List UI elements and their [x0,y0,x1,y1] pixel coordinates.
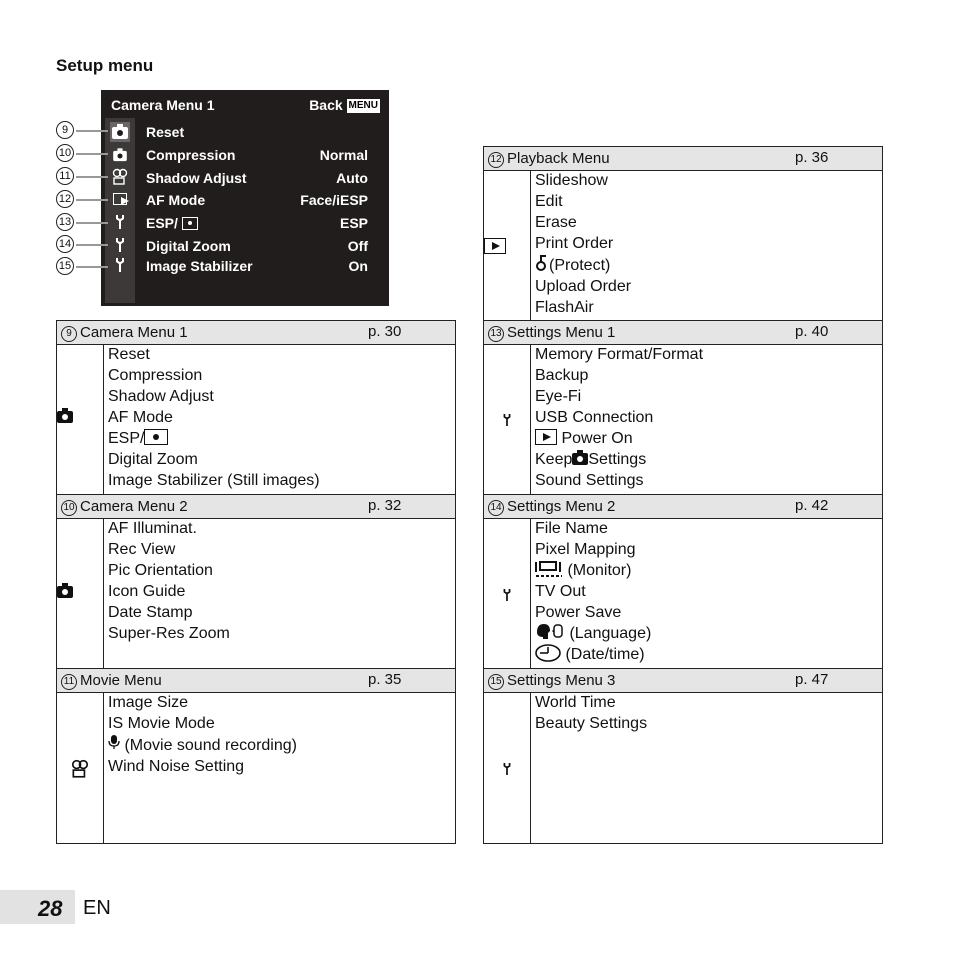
item-list: AF Illuminat. Rec View Pic Orientation Icon Guide Date Stamp Super-Res Zoom [108,520,230,642]
playback-icon [535,429,557,445]
item-list: World Time Beauty Settings [535,694,648,732]
spot-metering-icon [182,217,198,230]
item-list: Slideshow Edit Erase Print Order (Protect) Upload Order FlashAir [535,172,632,316]
table-camera-menu-2 [56,494,456,670]
page-ref: p. 42 [795,497,829,514]
item-list: File Name Pixel Mapping (Monitor) TV Out Power Save (Language) (Date/time) [535,520,652,663]
camera-screen [101,90,389,306]
spot-metering-icon [144,429,168,445]
callout-9: 9 [56,121,76,141]
screen-header [101,90,389,118]
screen-row-digital-zoom: Digital Zoom Off [101,235,389,257]
clock-icon [535,646,561,663]
wrench-icon [110,256,130,276]
language-icon [535,625,565,642]
page-ref: p. 32 [368,497,402,514]
callout-10: 10 [56,144,76,164]
table-header: 9 Camera Menu 1 p. 30 [57,321,455,345]
table-settings-menu-1 [483,320,883,496]
item-list: Reset Compression Shadow Adjust AF Mode ESP/ Digital Zoom Image Stabilizer (Still images) [108,346,320,489]
page-ref: p. 30 [368,323,402,340]
table-header: 14 Settings Menu 2 p. 42 [484,495,882,519]
camera-icon [110,122,130,142]
screen-row-af-mode: AF Mode Face/iESP [101,189,389,211]
table-camera-menu-1 [56,320,456,496]
back-label: Back MENU [309,97,378,113]
table-header: 15 Settings Menu 3 p. 47 [484,669,882,693]
menu-button-icon: MENU [348,100,378,112]
key-icon [535,257,549,274]
item-list: Memory Format/Format Backup Eye-Fi USB Connection Power On Keep Settings Sound Settings [535,346,704,489]
screen-row-shadow-adjust: Shadow Adjust Auto [101,167,389,189]
language-code: EN [83,897,111,919]
table-header: 13 Settings Menu 1 p. 40 [484,321,882,345]
movie-icon [57,759,103,784]
page-ref: p. 36 [795,149,829,166]
page-number: 28 [38,896,63,921]
callout-13: 13 [56,213,76,233]
page-ref: p. 47 [795,671,829,688]
item-list: Image Size IS Movie Mode (Movie sound recording) Wind Noise Setting [108,694,297,775]
screen-row-image-stabilizer: Image Stabilizer On [101,255,389,277]
table-header: 10 Camera Menu 2 p. 32 [57,495,455,519]
page-ref: p. 35 [368,671,402,688]
table-settings-menu-2 [483,494,883,670]
table-playback-menu [483,146,883,322]
callout-12: 12 [56,190,76,210]
movie-icon [110,168,130,188]
camera-icon [110,145,130,165]
screen-row-esp: ESP/ ESP [101,212,389,234]
wrench-icon [110,213,130,233]
wrench-icon [484,586,530,609]
section-title: Setup menu [56,56,154,75]
table-settings-menu-3 [483,668,883,844]
wrench-icon [484,760,530,783]
page-ref: p. 40 [795,323,829,340]
wrench-icon [484,411,530,434]
callout-11: 11 [56,167,76,187]
callout-14: 14 [56,235,76,255]
table-header: 11 Movie Menu p. 35 [57,669,455,693]
callout-15: 15 [56,257,76,277]
camera-icon [572,453,588,465]
table-movie-menu [56,668,456,844]
wrench-icon [110,236,130,256]
screen-header-title: Camera Menu 1 [111,97,215,113]
playback-icon [110,190,130,210]
screen-row-compression: Compression Normal [101,144,389,166]
table-header: 12 Playback Menu p. 36 [484,147,882,171]
microphone-icon [108,737,120,754]
screen-row-reset: Reset [101,121,389,143]
monitor-brightness-icon [535,562,563,579]
